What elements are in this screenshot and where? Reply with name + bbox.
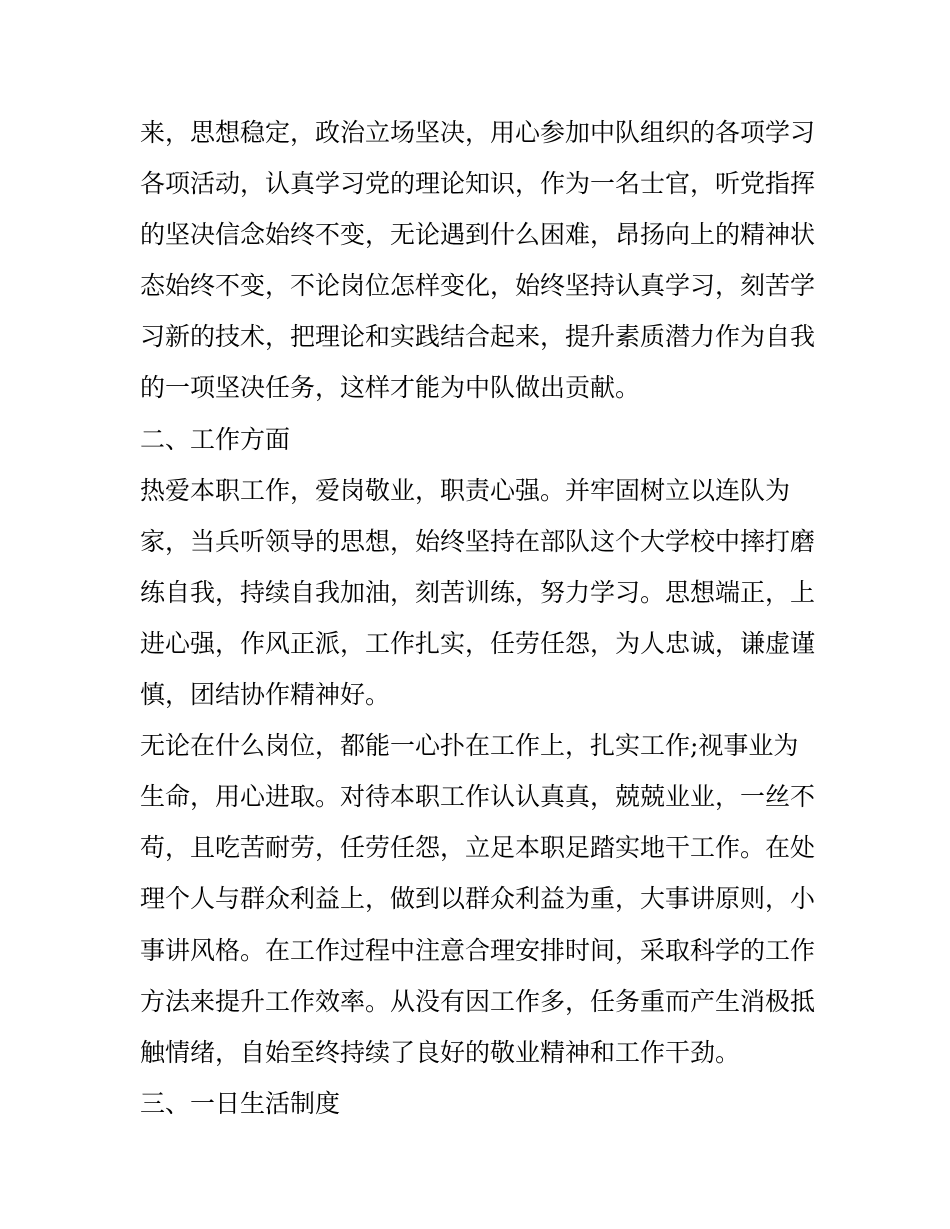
paragraph-line: 苟，且吃苦耐劳，任劳任怨，立足本职足踏实地干工作。在处: [140, 833, 816, 863]
paragraph-line: 态始终不变，不论岗位怎样变化，始终坚持认真学习，刻苦学: [140, 271, 816, 301]
paragraph-line: 理个人与群众利益上，做到以群众利益为重，大事讲原则，小: [140, 884, 816, 914]
paragraph-line: 的坚决信念始终不变，无论遇到什么困难，昂扬向上的精神状: [140, 220, 816, 250]
paragraph-line: 习新的技术，把理论和实践结合起来，提升素质潜力作为自我: [140, 322, 816, 352]
document-body: [140, 107, 820, 1129]
paragraph-line: 各项活动，认真学习党的理论知识，作为一名士官，听党指挥: [140, 169, 816, 199]
paragraph-line: 生命，用心进取。对待本职工作认认真真，兢兢业业，一丝不: [140, 782, 816, 812]
paragraph-line: 无论在什么岗位，都能一心扑在工作上，扎实工作;视事业为: [140, 731, 799, 761]
paragraph-line: 方法来提升工作效率。从没有因工作多，任务重而产生消极抵: [140, 986, 816, 1016]
paragraph-line: 进心强，作风正派，工作扎实，任劳任怨，为人忠诚，谦虚谨: [140, 628, 816, 658]
paragraph-line: 触情绪，自始至终持续了良好的敬业精神和工作干劲。: [140, 1037, 741, 1067]
paragraph-line: 事讲风格。在工作过程中注意合理安排时间，采取科学的工作: [140, 935, 816, 965]
paragraph-line: 热爱本职工作，爱岗敬业，职责心强。并牢固树立以连队为: [140, 475, 791, 505]
paragraph-line: 的一项坚决任务，这样才能为中队做出贡献。: [140, 373, 641, 403]
paragraph-line: 家，当兵听领导的思想，始终坚持在部队这个大学校中摔打磨: [140, 526, 816, 556]
paragraph-line: 来，思想稳定，政治立场坚决，用心参加中队组织的各项学习: [140, 118, 816, 147]
section-heading: 二、工作方面: [140, 424, 291, 454]
section-heading: 三、一日生活制度: [140, 1088, 341, 1118]
paragraph-line: 练自我，持续自我加油，刻苦训练，努力学习。思想端正，上: [140, 577, 816, 607]
paragraph-line: 慎，团结协作精神好。: [140, 680, 391, 710]
